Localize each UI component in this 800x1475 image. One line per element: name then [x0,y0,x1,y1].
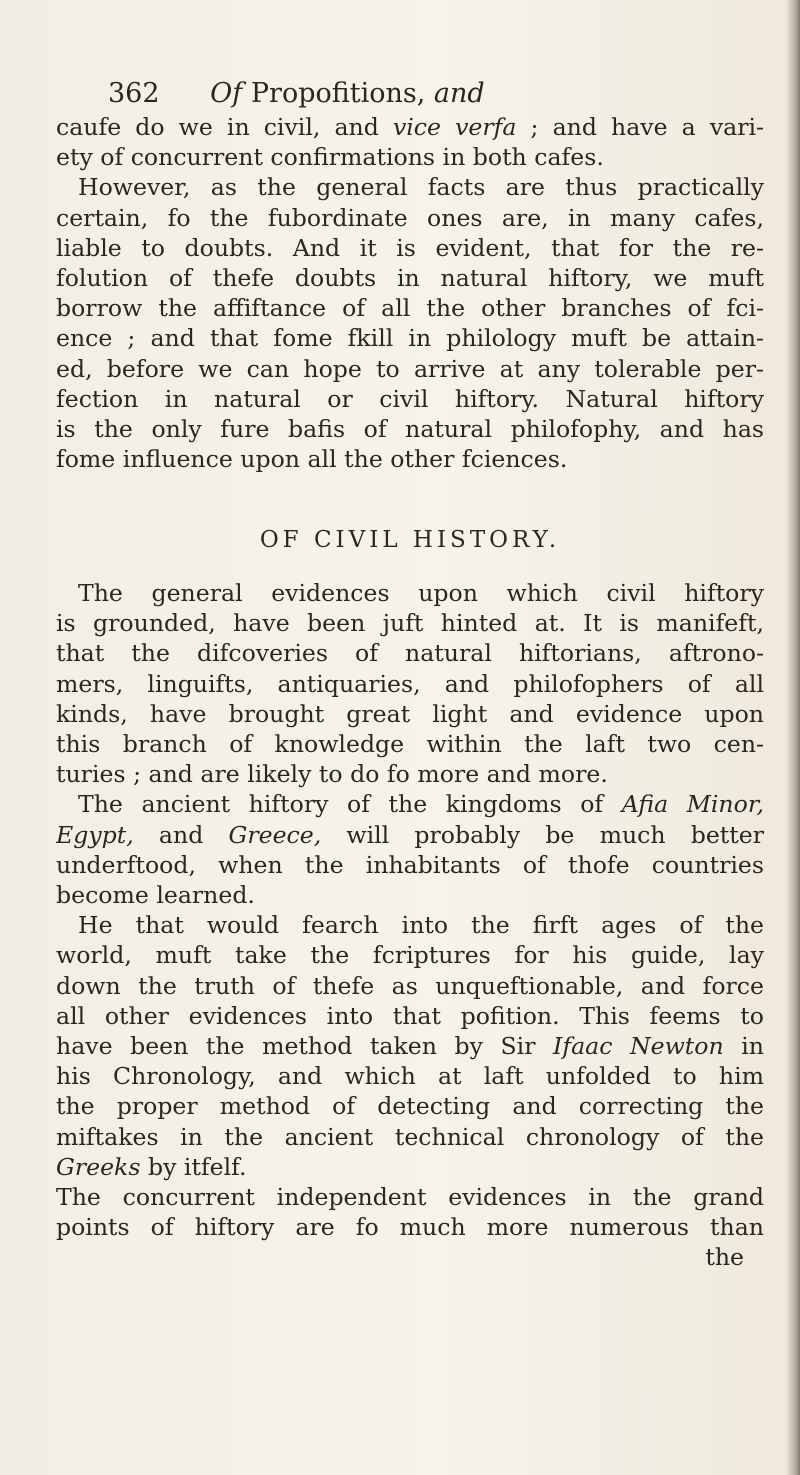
text-line: become learned. [56,881,255,910]
section-heading: OF CIVIL HISTORY. [259,527,561,553]
text-line: down the truth of thefe as unqueftionable, and force [56,971,764,1000]
text-line: Greeks by itfelf. [56,1152,247,1181]
text-line: caufe do we in civil, and vice verfa ; and have a vari- [56,113,764,141]
text-line: points of hiftory are fo much more numerous than [56,1213,764,1242]
text-line: have been the method taken by Sir Ifaac Newton in [56,1032,764,1061]
text-line: is grounded, have been juft hinted at. It is manifeft, [56,609,764,638]
text-line: that the difcoveries of natural hiftorians, aftrono- [56,639,764,668]
text-line: kinds, have brought great light and evidence upon [56,699,764,728]
page-header [108,78,748,109]
running-head: Of Propofitions, and [210,78,485,109]
text-line: underftood, when the inhabitants of thofe countries [56,850,764,879]
text-line: his Chronology, and which at laft unfolded to him [56,1062,764,1091]
text-line: ed, before we can hope to arrive at any tolerable per- [56,354,764,383]
text-line: all other evidences into that pofition. This feems to [56,1001,764,1030]
text-line: The concurrent independent evidences in the grand [56,1183,764,1212]
text-line: the [705,1243,744,1272]
text-line: miftakes in the ancient technical chronology of the [56,1122,764,1151]
text-line: liable to doubts. And it is evident, that for the re- [56,233,764,262]
body-paragraphs-civil-history [56,578,764,1273]
text-line: He that would fearch into the firft ages of the [78,911,764,940]
page-edge-shadow [786,0,800,1475]
text-line: world, muft take the fcriptures for his guide, lay [56,941,764,970]
text-line: this branch of knowledge within the laft two cen- [56,730,764,759]
page-number: 362 [108,78,160,109]
text-line: the proper method of detecting and correcting the [56,1092,764,1121]
text-line: folution of thefe doubts in natural hiftory, we muft [56,264,764,293]
text-line: ety of concurrent confirmations in both cafes. [56,143,604,172]
text-line: turies ; and are likely to do fo more and more. [56,760,608,789]
text-line: borrow the affiftance of all the other branches of fci- [56,294,764,323]
text-line: mers, linguifts, antiquaries, and philofophers of all [56,669,764,698]
text-line: ence ; and that fome fkill in philology muft be attain- [56,324,764,353]
text-line: However, as the general facts are thus practically [78,173,764,202]
text-line: Egypt, and Greece, will probably be much better [56,820,764,849]
body-paragraphs-top [56,112,764,474]
text-line: fome influence upon all the other fciences. [56,445,568,474]
text-line: is the only fure bafis of natural philofophy, and has [56,415,764,444]
text-line: fection in natural or civil hiftory. Natural hiftory [56,384,764,413]
text-line: The general evidences upon which civil hiftory [78,579,764,607]
text-line: The ancient hiftory of the kingdoms of Afia Minor, [78,790,764,819]
text-line: certain, fo the fubordinate ones are, in many cafes, [56,203,764,232]
